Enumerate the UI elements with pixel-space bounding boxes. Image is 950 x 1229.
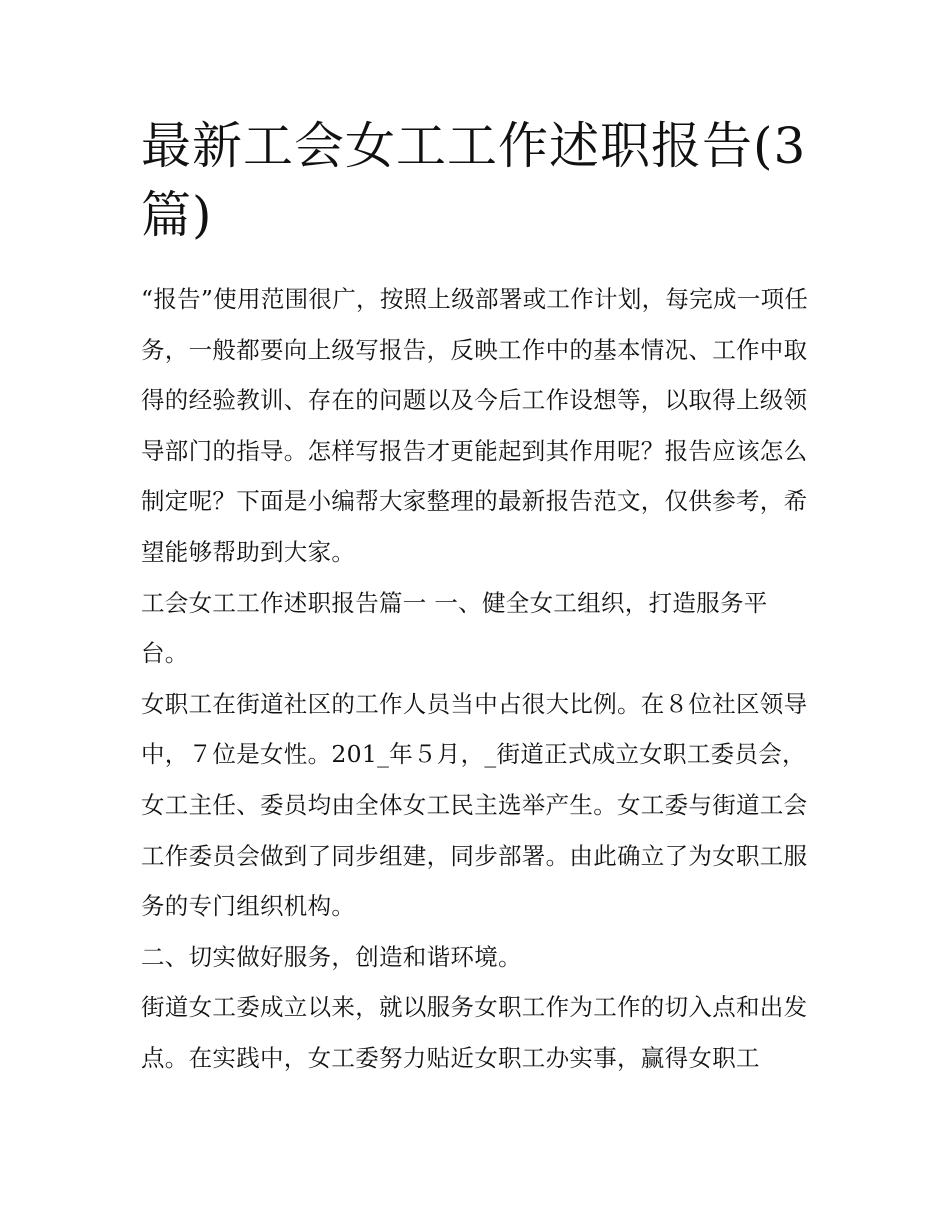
- document-body: [141, 112, 813, 1084]
- paragraph-body-2: 街道女工委成立以来，就以服务女职工作为工作的切入点和出发点。在实践中，女工委努力贴近女职工办实事，赢得女职工: [141, 993, 808, 1072]
- paragraph-body-1: 女职工在街道社区的工作人员当中占很大比例。在８位社区领导中，７位是女性。201_年５月，_街道正式成立女职工委员会，女工主任、委员均由全体女工民主选举产生。女工委与街道工会工作委员会做到了同步组建，同步部署。由此确立了为女职工服务的专门组织机构。: [141, 689, 808, 921]
- paragraph-section-heading-1: 工会女工工作述职报告篇一 一、健全女工组织，打造服务平台。: [141, 588, 768, 668]
- paragraph-intro: “报告”使用范围很广，按照上级部署或工作计划，每完成一项任务，一般都要向上级写报告，反映工作中的基本情况、工作中取得的经验教训、存在的问题以及今后工作设想等，以取得上级领导部门的指导。怎样写报告才更能起到其作用呢？报告应该怎么制定呢？下面是小编帮大家整理的最新报告范文，仅供参考，希望能够帮助到大家。: [141, 285, 809, 566]
- document-title: 最新工会女工工作述职报告(3篇): [141, 117, 807, 244]
- paragraph-section-heading-2: 二、切实做好服务，创造和谐环境。: [141, 942, 522, 971]
